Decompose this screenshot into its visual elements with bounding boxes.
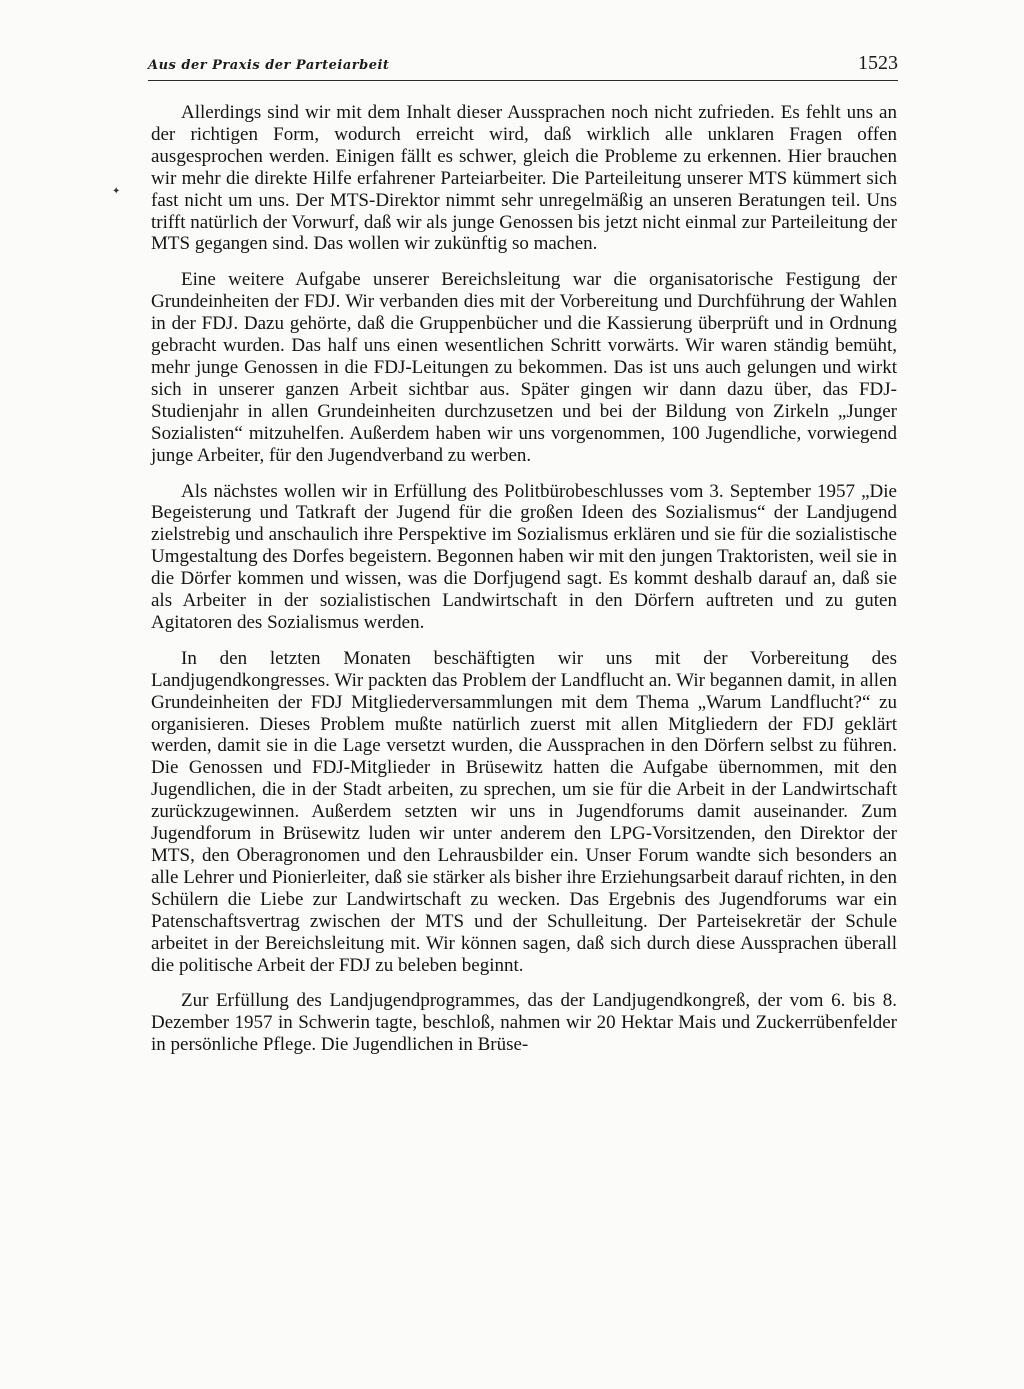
running-title: Aus der Praxis der Parteiarbeit xyxy=(148,58,390,73)
paragraph: In den letzten Monaten beschäftigten wir uns mit der Vorbereitung des Landjugendkongresses. Wir packten das Problem der Landflucht an. Wir begannen damit, in allen Grundeinheiten der FDJ Mitgliederversammlungen mit dem Thema „Warum Landflucht?“ zu organisieren. Dieses Problem mußte natürlich zuerst mit allen Mitgliedern der FDJ geklärt werden, damit sie in die Lage versetzt wurden, die Aussprachen in den Dörfern selbst zu führen. Die Genossen und FDJ-Mitglieder in Brüsewitz hatten die Aufgabe übernommen, mit den Jugendlichen, die in der Stadt arbeiten, zu sprechen, um sie für die Arbeit in der Landwirtschaft zurückzugewinnen. Außerdem setzten wir uns in Jugendforums damit auseinander. Zum Jugendforum in Brüsewitz luden wir unter anderem den LPG-Vorsitzenden, den Direktor der MTS, den Oberagronomen und den Lehrausbilder ein. Unser Forum wandte sich besonders an alle Lehrer und Pionierleiter, daß sie stärker als bisher ihre Erziehungsarbeit darauf richten, in den Schülern die Liebe zur Landwirtschaft zu wecken. Das Ergebnis des Jugendforums war ein Patenschaftsvertrag zwischen der MTS und der Schulleitung. Der Parteisekretär der Schule arbeitet in der Bereichsleitung mit. Wir können sagen, daß sich durch diese Aussprachen überall die politische Arbeit der FDJ zu beleben beginnt. xyxy=(151,647,897,976)
paragraph: Eine weitere Aufgabe unserer Bereichsleitung war die organisatorische Festigung der Grundeinheiten der FDJ. Wir verbanden dies mit der Vorbereitung und Durchführung der Wahlen in der FDJ. Dazu gehörte, daß die Gruppenbücher und die Kassierung überprüft und in Ordnung gebracht wurden. Das half uns einen wesentlichen Schritt vorwärts. Wir waren ständig bemüht, mehr junge Genossen in die FDJ-Leitungen zu bekommen. Das ist uns auch gelungen und wirkt sich in unserer ganzen Arbeit sichtbar aus. Später gingen wir dann dazu über, das FDJ-Studienjahr in allen Grundeinheiten durchzusetzen und bei der Bildung von Zirkeln „Junger Sozialisten“ mitzuhelfen. Außerdem haben wir uns vorgenommen, 100 Jugendliche, vorwiegend junge Arbeiter, für den Jugendverband zu werben. xyxy=(151,269,897,466)
header-rule xyxy=(148,80,898,81)
running-head xyxy=(148,52,898,78)
margin-mark-icon: ✦ xyxy=(112,186,121,197)
page-number: 1523 xyxy=(858,52,898,74)
body-text xyxy=(151,102,897,1070)
paragraph: Als nächstes wollen wir in Erfüllung des Politbürobeschlusses vom 3. September 1957 „Die Begeisterung und Tatkraft der Jugend für die großen Ideen des Sozialismus“ der Landjugend zielstrebig und anschaulich ihre Perspektive im Sozialismus erklären und sie für die sozialistische Umgestaltung des Dorfes begeistern. Begonnen haben wir mit den jungen Traktoristen, weil sie in die Dörfer kommen und wissen, was die Dorfjugend sagt. Es kommt deshalb darauf an, daß sie als Arbeiter in der sozialistischen Landwirtschaft in den Dörfern auftreten und zu guten Agitatoren des Sozialismus werden. xyxy=(151,480,897,633)
paragraph: Zur Erfüllung des Landjugendprogrammes, das der Landjugendkongreß, der vom 6. bis 8. Dezember 1957 in Schwerin tagte, beschloß, nahmen wir 20 Hektar Mais und Zuckerrübenfelder in persönliche Pflege. Die Jugendlichen in Brüse- xyxy=(151,990,897,1056)
paragraph: Allerdings sind wir mit dem Inhalt dieser Aussprachen noch nicht zufrieden. Es fehlt uns an der richtigen Form, wodurch erreicht wird, daß wirklich alle unklaren Fragen offen ausgesprochen werden. Einigen fällt es schwer, gleich die Probleme zu erkennen. Hier brauchen wir mehr die direkte Hilfe erfahrener Parteiarbeiter. Die Parteileitung unserer MTS kümmert sich fast nicht um uns. Der MTS-Direktor nimmt sehr unregelmäßig an unseren Beratungen teil. Uns trifft natürlich der Vorwurf, daß wir als junge Genossen bis jetzt nicht einmal zur Parteileitung der MTS gegangen sind. Das wollen wir zukünftig so machen. xyxy=(151,102,897,255)
